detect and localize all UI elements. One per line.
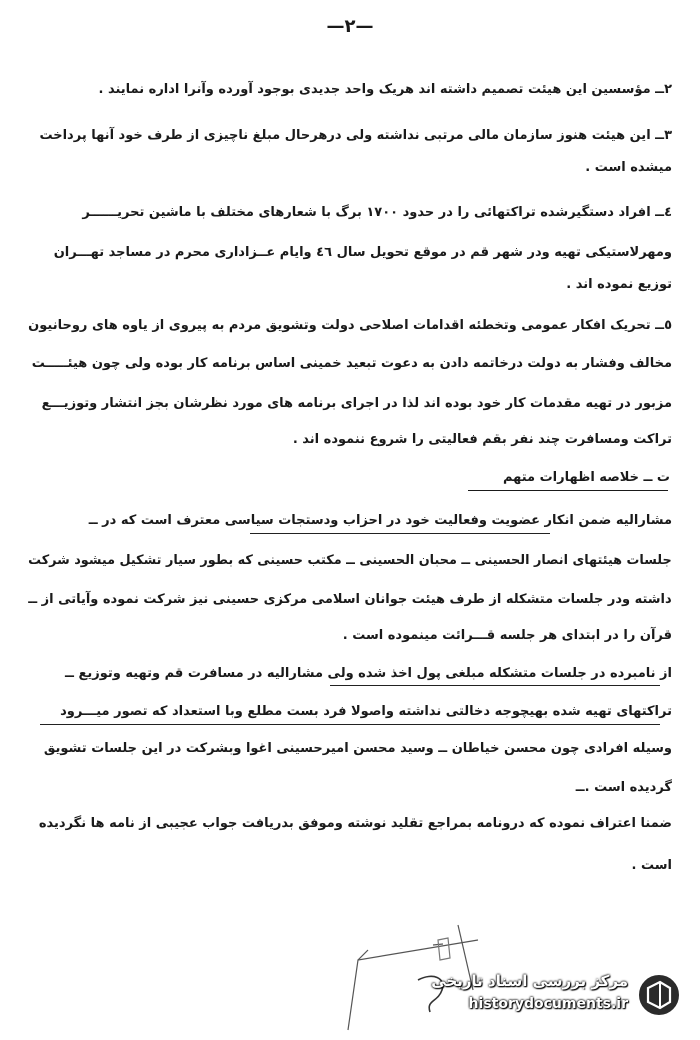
handwritten-underline-2 xyxy=(330,685,660,686)
watermark-title: مرکز بررسی اسناد تاریخی xyxy=(431,972,628,990)
text-line-7: ٥ــ تحریک افکار عمومی وتخطئه اقدامات اصلاحی دولت وتشویق مردم به پیروی از یاوه های روحانیون xyxy=(28,318,672,333)
text-line-13: داشته ودر جلسات متشکله از طرف هیئت جوانان اسلامی مرکزی حسینی نیز شرکت نموده وآیاتی از ــ xyxy=(28,592,672,607)
page-number: —٢— xyxy=(326,16,374,37)
section-heading: ت ــ خلاصه اظهارات متهم xyxy=(502,470,670,485)
heading-underline xyxy=(468,490,668,491)
text-line-2: ٣ــ این هیئت هنوز سازمان مالی مرتبی نداشته ولی درهرحال مبلغ ناچیزی از طرف خود آنها پرداخت xyxy=(39,128,672,143)
text-line-5: ومهرلاستیکی تهیه ودر شهر قم در موقع تحویل سال ٤٦ وایام عــزاداری محرم در مساجد تهـــران xyxy=(53,245,672,260)
watermark xyxy=(392,972,682,1022)
text-line-16: تراکتهای تهیه شده بهیچوجه دخالتی نداشته واصولا فرد بست مطلع وبا استعداد که تصور میـــرود xyxy=(60,704,672,719)
text-line-10: تراکت ومسافرت چند نفر بقم فعالیتی را شروع ننموده اند . xyxy=(292,432,672,447)
text-line-20: است . xyxy=(631,858,672,873)
text-line-8: مخالف وفشار به دولت درخاتمه دادن به دعوت تبعید خمینی اساس برنامه کار بوده ولی چون هیئـــــت xyxy=(31,356,672,371)
text-line-17: وسیله افرادی چون محسن خیاطان ــ وسید محسن امیرحسینی اغوا وبشرکت در این جلسات تشویق xyxy=(43,741,672,756)
watermark-url: historydocuments.ir xyxy=(468,996,628,1012)
text-line-4: ٤ــ افراد دستگیرشده تراکتهائی را در حدود ١٧٠٠ برگ با شعارهای مختلف با ماشین تحریــــــر xyxy=(82,205,672,220)
text-line-18: گردیده است .ــ xyxy=(575,780,672,795)
text-line-12: جلسات هیئتهای انصار الحسینی ــ محبان الحسینی ــ مکتب حسینی که بطور سیار تشکیل میشود شرکت xyxy=(28,553,672,568)
handwritten-underline-1 xyxy=(250,533,550,534)
text-line-19: ضمنا اعتراف نموده که درونامه بمراجع تقلید نوشته وموفق بدریافت جواب عجیبی از نامه ها نگردیده xyxy=(38,816,672,831)
text-line-14: قرآن را در ابتدای هر جلسه قـــرائت مینموده است . xyxy=(342,628,672,643)
text-line-6: توزیع نموده اند . xyxy=(566,277,672,292)
text-line-1: ٢ــ مؤسسین این هیئت تصمیم داشته اند هریک واحد جدیدی بوجود آورده وآنرا اداره نمایند . xyxy=(98,82,672,97)
text-line-11: مشاراليه ضمن انکار عضويت وفعاليت خود در احزاب ودستجات سياسی معترف است که در ــ xyxy=(88,513,672,528)
text-line-15: از نامبرده در جلسات متشکله مبلغی پول اخذ شده ولی مشاراليه در مسافرت قم وتهیه وتوزیع ــ xyxy=(65,666,672,681)
archive-logo-icon xyxy=(636,972,682,1018)
text-line-9: مزبور در تهیه مقدمات کار خود بوده اند لذا در اجرای برنامه های مورد نظرشان بجز انتشار وتوزیـــع xyxy=(41,396,672,411)
handwritten-underline-3 xyxy=(40,724,660,725)
text-line-3: میشده است . xyxy=(585,160,672,175)
